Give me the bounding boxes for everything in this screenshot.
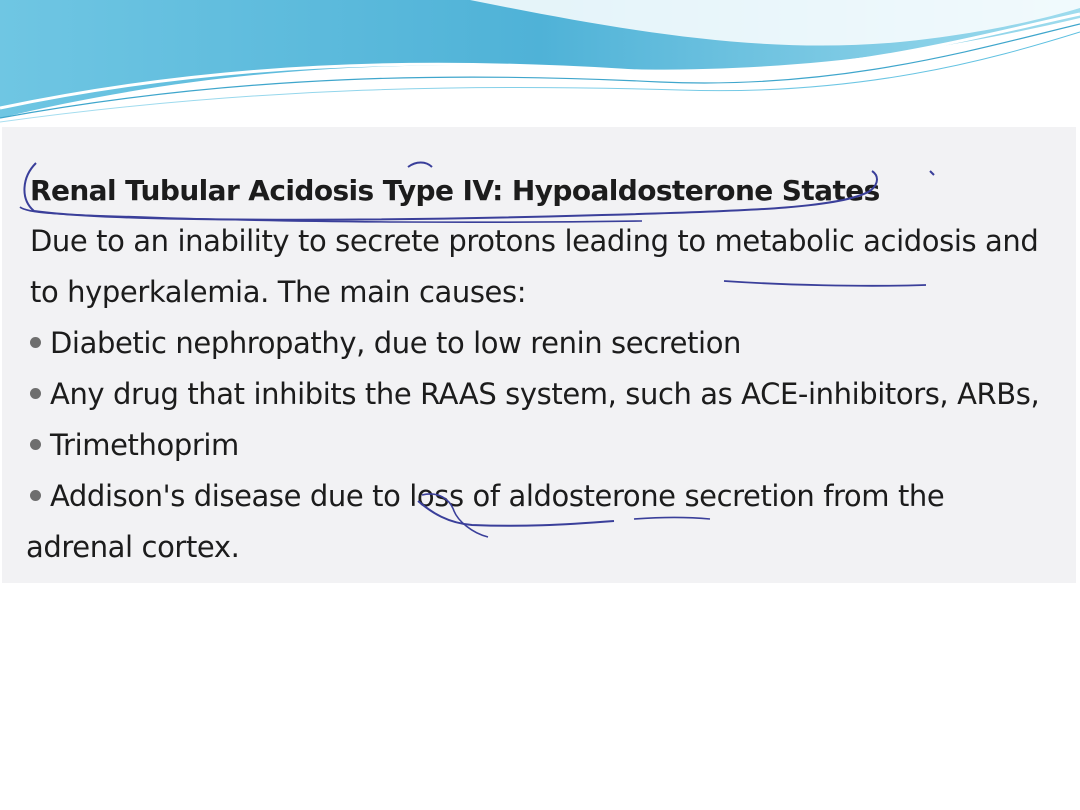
bullet-dot-icon — [30, 337, 41, 348]
bullet-text: Addison's disease due to loss of aldosterone secretion from the — [50, 479, 945, 513]
bullet-text: Diabetic nephropathy, due to low renin secretion — [50, 326, 742, 360]
bullet-continuation: adrenal cortex. — [26, 530, 240, 564]
bullet-dot-icon — [30, 439, 41, 450]
bullet-item — [24, 318, 1054, 369]
bullet-text: Trimethoprim — [50, 428, 239, 462]
bullet-item — [24, 471, 1054, 522]
top-wave-decoration — [0, 0, 1080, 130]
scanned-text-block — [24, 165, 1054, 573]
bullet-text: Any drug that inhibits the RAAS system, such as ACE-inhibitors, ARBs, — [50, 377, 1040, 411]
bullet-item — [24, 420, 1054, 471]
intro-line-2: to hyperkalemia. The main causes: — [30, 275, 527, 309]
bullet-item — [24, 369, 1054, 420]
intro-line-1: Due to an inability to secrete protons leading to metabolic acidosis and — [30, 224, 1039, 258]
bullet-dot-icon — [30, 490, 41, 501]
scanned-text-image — [2, 127, 1076, 583]
bullet-dot-icon — [30, 388, 41, 399]
section-heading: Renal Tubular Acidosis Type IV: Hypoaldosterone States — [30, 174, 880, 207]
